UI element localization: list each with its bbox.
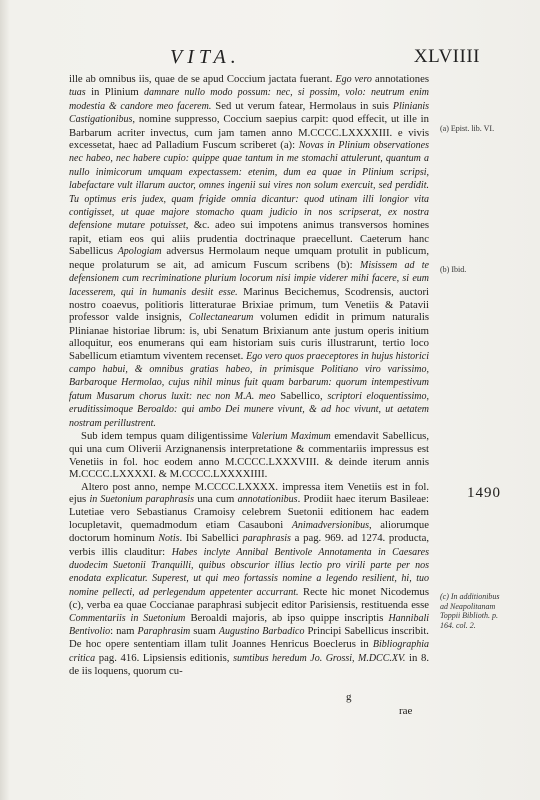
- italic-text: Valerium Maximum: [251, 430, 331, 442]
- roman-text: ille ab omnibus iis, quae de se apud Coccium jactata fuerant.: [69, 73, 336, 85]
- roman-text: : nam: [110, 625, 138, 638]
- italic-text: Collectanearum: [188, 312, 254, 324]
- roman-text: Recte hic monet Nicodemus (c), verba ea quae Coccianae paraphrasi subjecit editor Parisiensis, restituenda esse: [69, 585, 429, 612]
- signature-mark: g: [346, 691, 352, 703]
- roman-text: emendavit Sabellicus, qui una cum Oliverii Arzignanensis interpretatione & commentariis impressus est Venetiis in fol. hoc eodem anno M.CCCC.LXXXVIII. & deinde iterum annis M.CCCC.LXXXXI. & M.CCCC.LXXXXIIII.: [69, 429, 429, 481]
- roman-text: Sabellico,: [275, 389, 328, 402]
- roman-text: annotationes: [371, 73, 429, 85]
- roman-text: Beroaldi majoris, ab ipso quippe inscriptis: [185, 611, 389, 624]
- roman-text: Principi Sabellicus inscribit. De hoc opere sententiam illam tulit Joannes Henricus Boeclerus in: [69, 625, 429, 651]
- italic-text: Ego vero: [335, 74, 372, 85]
- roman-text: . Ibi Sabellici: [179, 532, 243, 545]
- italic-text: Animadversionibus: [291, 519, 370, 531]
- italic-text: Novas in Plinium observationes nec habeo, nec habere cupio: quippe quae tantum in me stomachi attulerunt, quantum a nullo inimicorum umquam expectassem: etenim, dum ea quae in Plinium scripsi, labefactare vult illarum auctor, omnes ingenii sui vires non solum exercuit, sed perdidit. Tu optimus eris judex, quam frigide omnia dicantur: quod utinam illi longior vita contigisset, ut quae majore stomacho quam judicio in nos scripserat, ex nostra defensione mutare potuisset: [69, 140, 429, 232]
- italic-text: Paraphrasim: [137, 626, 191, 638]
- roman-text: in 8. de iis loquens, quorum cu-: [69, 651, 429, 678]
- roman-text: suam: [190, 625, 219, 638]
- italic-text: in Suetonium paraphrasis: [89, 494, 194, 505]
- italic-text: damnare nullo modo possum: nec, si possim, volo: neutrum enim modestia & candore meo facerem.: [69, 87, 429, 112]
- body-text: [69, 73, 429, 678]
- paragraph: [69, 73, 429, 430]
- roman-text: una cum: [193, 493, 238, 505]
- margin-note-b: (b) Ibid.: [440, 265, 467, 274]
- roman-text: . Prodiit haec iterum Basileae: Lutetiae vero Sebastianus Cramoisy celebrem Suetonii editionem hac eadem locupletavit, quemadmodum etiam Casauboni: [69, 493, 429, 531]
- roman-text: Sub idem tempus quam diligentissime: [81, 429, 252, 442]
- italic-text: Notis: [158, 533, 180, 545]
- roman-text: Marinus Becichemus, Scodrensis, auctori nostro coaevus, politioris litteraturae Brixiae primum, tum Venetiis & Patavii professor valde insignis,: [69, 285, 429, 324]
- margin-note-a: (a) Epist. lib. VI.: [440, 124, 495, 133]
- roman-text: , &c. adeo sui impotens animus transversos homines rapit, etiam eos qui aliis prudentia doctrinaque praecellunt. Caeterum hanc Sabellicus: [69, 219, 429, 258]
- roman-text: , aliorumque doctorum hominum: [69, 518, 429, 545]
- roman-text: adversus Hermolaum neque umquam protulit in publicum, neque prolaturum se ait, ad amicum Fuscum scribens (b):: [69, 245, 430, 271]
- italic-text: Misissem ad te defensionem cum recriminatione plurium locorum nisi impie viderer mihi facere, si eum lacesserem, qui in humanis desiit esse.: [69, 259, 429, 298]
- italic-text: Hannibali Bentivolio: [69, 612, 429, 638]
- italic-text: scriptori eloquentissimo, eruditissimoque Beroaldo: qui ambo Dei munere vivunt, & ad hoc vivunt, ut aetatem nostram perillustrent.: [69, 390, 429, 429]
- italic-text: Apologiam: [117, 246, 162, 258]
- roman-text: volumen edidit in primum naturalis Plinianae historiae librum: is, ubi Senatum Brixianum ante justum operis initium alloquitur, eos enumerans qui eam historiam suis curis illustrarunt, tertio loco Sabellicum etiamtum viventem recenset.: [69, 311, 430, 362]
- italic-text: tuas: [69, 87, 86, 99]
- italic-text: Ego vero quos praeceptores in hujus historici campo habui, & omnibus gratias habeo, in primisque Politiano viro varissimo, Barbaroque Hermolao, cujus nihil minus fuit quam barbarum: quorum intempestivum fatum Musarum chorus luxit: nec non M.A. meo: [69, 350, 429, 402]
- margin-note-c: (c) In additionibus ad Neapolitanam Toppii Biblioth. p. 164. col. 2.: [440, 592, 500, 630]
- roman-text: pag. 416. Lipsiensis editionis,: [95, 651, 234, 664]
- italic-text: paraphrasis: [242, 533, 291, 545]
- paragraph: [69, 430, 429, 481]
- roman-text: , nomine suppresso, Coccium saepius carpit: quod effecit, ut ille in Barbarum acriter invectus, cum jam tamen anno M.CCCC.LXXXXIII. e vivis excessetat, haec ad Palladium Fuscum scriberet (a):: [69, 113, 429, 152]
- italic-text: sumtibus heredum Jo. Grossi, M.DCC.XV.: [233, 652, 406, 664]
- italic-text: Plinianis Castigationibus: [69, 100, 429, 126]
- paragraph: [69, 481, 429, 678]
- margin-year: 1490: [467, 485, 501, 501]
- italic-text: annotationibus: [237, 494, 298, 505]
- catchword: rae: [399, 705, 413, 717]
- page-header: [150, 46, 480, 68]
- page-number: XLVIIII: [413, 46, 480, 67]
- running-title: VITA.: [170, 46, 241, 68]
- italic-text: Augustino Barbadico: [218, 626, 305, 638]
- italic-text: Habes inclyte Annibal Bentivole Annotamenta in Caesares duodecim Suetonii Tranquilli, quibus obscurior illius lectio pro virili parte per nos enodata explicatur. Superest, ut qui meo fortassis nomine a legendo resilient, hi, tuo nomine pellecti, ad perlegendum appetenter accurrant.: [69, 546, 429, 598]
- roman-text: Sed ut verum fatear, Hermolaus in suis: [211, 99, 393, 112]
- roman-text: in Plinium: [85, 86, 145, 99]
- roman-text: a pag. 969. ad 1274. producta, verbis illis clauditur:: [69, 532, 429, 558]
- italic-text: Bibliographia critica: [69, 639, 429, 664]
- roman-text: Altero post anno, nempe M.CCCC.LXXXX. impressa item Venetiis est in fol. ejus: [69, 480, 429, 505]
- italic-text: Commentariis in Suetonium: [69, 612, 186, 624]
